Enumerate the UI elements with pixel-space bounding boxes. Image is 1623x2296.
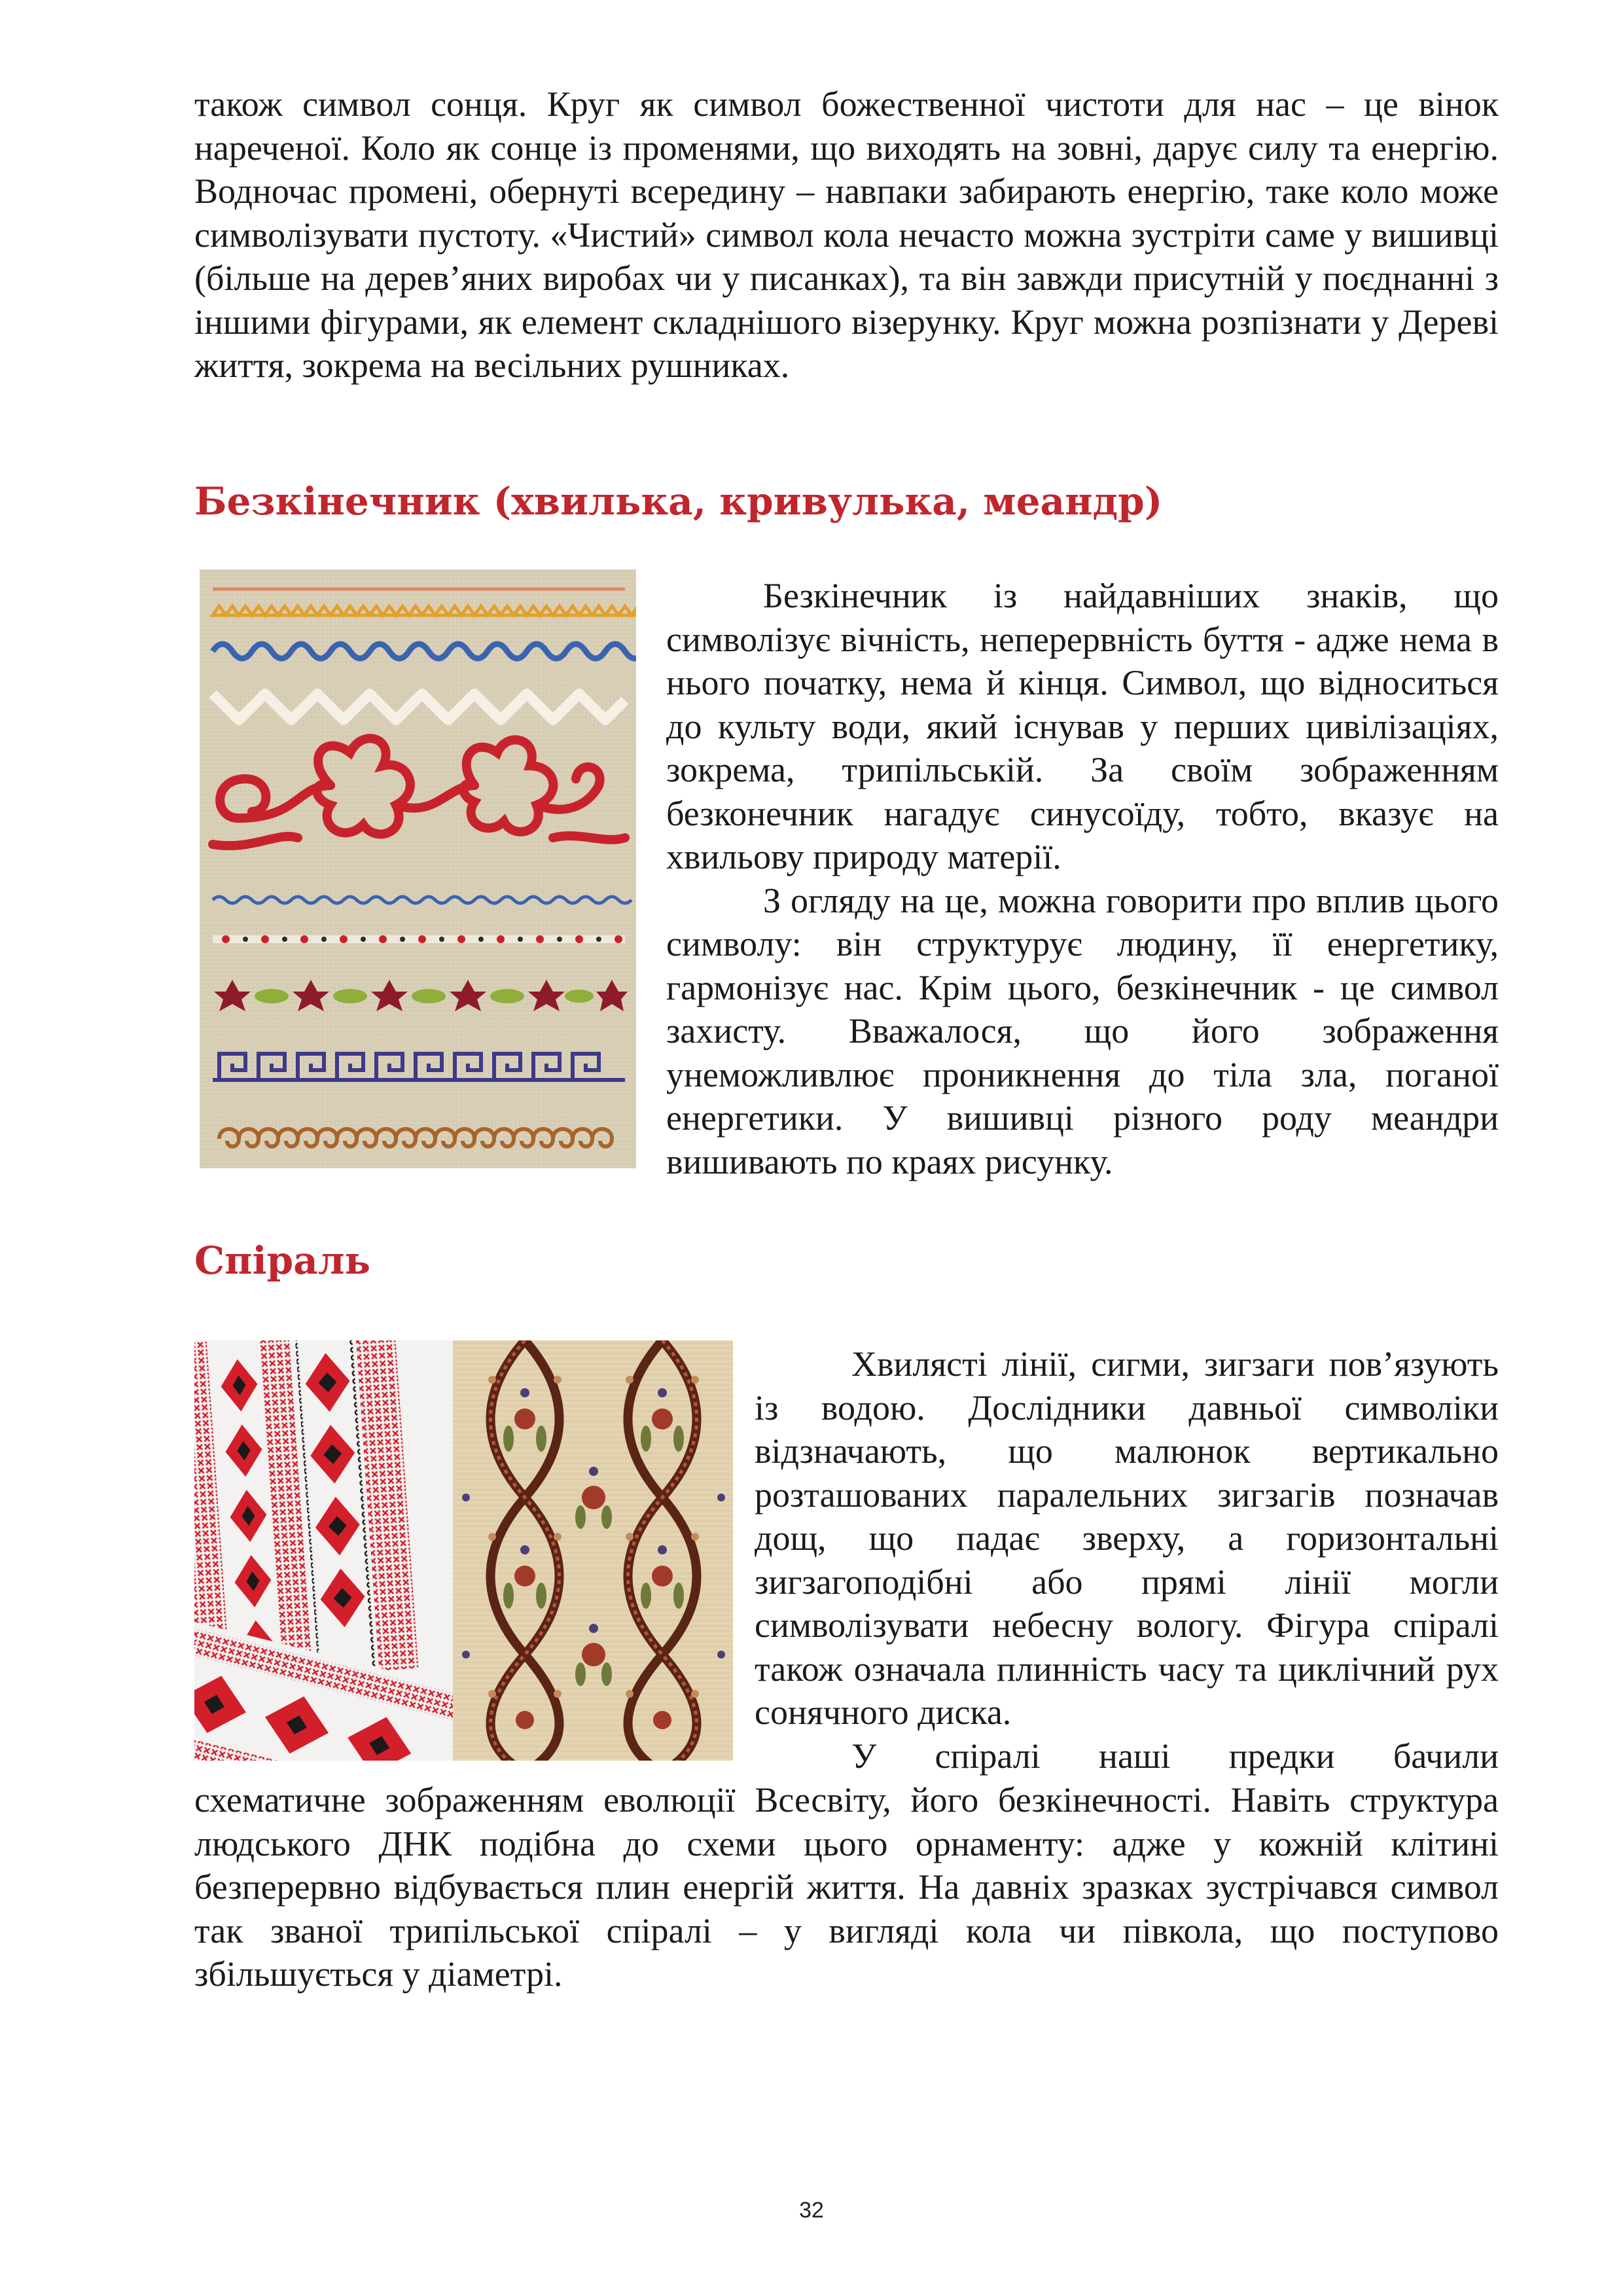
spiral-paragraph-1: Хвилясті лінії, сигми, зигзаги пов’язують із водою. Дослідники давньої символіки відзначають, що малюнок вертикально розташованих паралельних зигзагів позначав дощ, що падає зверху, а горизонтальні зигзагоподібні або прямі лінії могли символізувати небесну вологу. Фігура спіралі також означала плинність часу та циклічний рух сонячного диска. — [755, 1344, 1499, 1732]
meander-text-column — [666, 574, 1499, 1183]
section-heading-spiral: Спіраль — [194, 1238, 371, 1283]
spiral-paragraph-2-start: У спіралі наші предки бачили — [851, 1736, 1499, 1776]
meander-paragraph-2: З огляду на це, можна говорити про вплив цього символу: він структурує людину, її енергетику, гармонізує нас. Крім цього, безкінечник - це символ захисту. Вважалося, що його зображення унеможливлює проникнення до тіла зла, поганої енергетики. У вишивці різного роду меандри вишивають по краях рисунку. — [666, 880, 1499, 1181]
page-number: 32 — [799, 2198, 824, 2223]
section-heading-meander: Безкінечник (хвилька, кривулька, меандр) — [194, 479, 1163, 524]
spiral-paragraph-2-rest: схематичне зображенням еволюції Всесвіту, його безкінечності. Навіть структура людського ДНК подібна до схеми цього орнаменту: адже у кожній клітині безперервно відбувається плин енергій життя. На давніх зразках зустрічався символ так званої трипільської спіралі – у вигляді кола чи півкола, що поступово збільшується у діаметрі. — [194, 1780, 1499, 1994]
spiral-floral-embroidery-image — [453, 1340, 733, 1761]
intro-paragraph: також символ сонця. Круг як символ божественної чистоти для нас – це вінок нареченої. Коло як сонце із променями, що виходять на зовні, дарує силу та енергію. Водночас промені, обернуті всередину – навпаки забирають енергію, таке коло може символізувати пустоту. «Чистий» символ кола нечасто можна зустріти саме у вишивці (більше на дерев’яних виробах чи у писанках), та він завжди присутній у поєднанні з іншими фігурами, як елемент складнішого візерунку. Круг можна розпізнати у Дереві життя, зокрема на весільних рушниках. — [194, 84, 1499, 385]
embroidery-sampler-image — [200, 569, 636, 1168]
spiral-text-column — [755, 1342, 1499, 1778]
meander-paragraph-1: Безкінечник із найдавніших знаків, що символізує вічність, неперервність буття - адже нема в нього початку, нема й кінця. Символ, що відноситься до культу води, який існував у перших цивілізаціях, зокрема, трипільській. За своїм зображенням безконечник нагадує синусоїду, тобто, вказує на хвильову природу матерії. — [666, 576, 1499, 876]
red-cross-stitch-towel-image — [194, 1340, 453, 1761]
